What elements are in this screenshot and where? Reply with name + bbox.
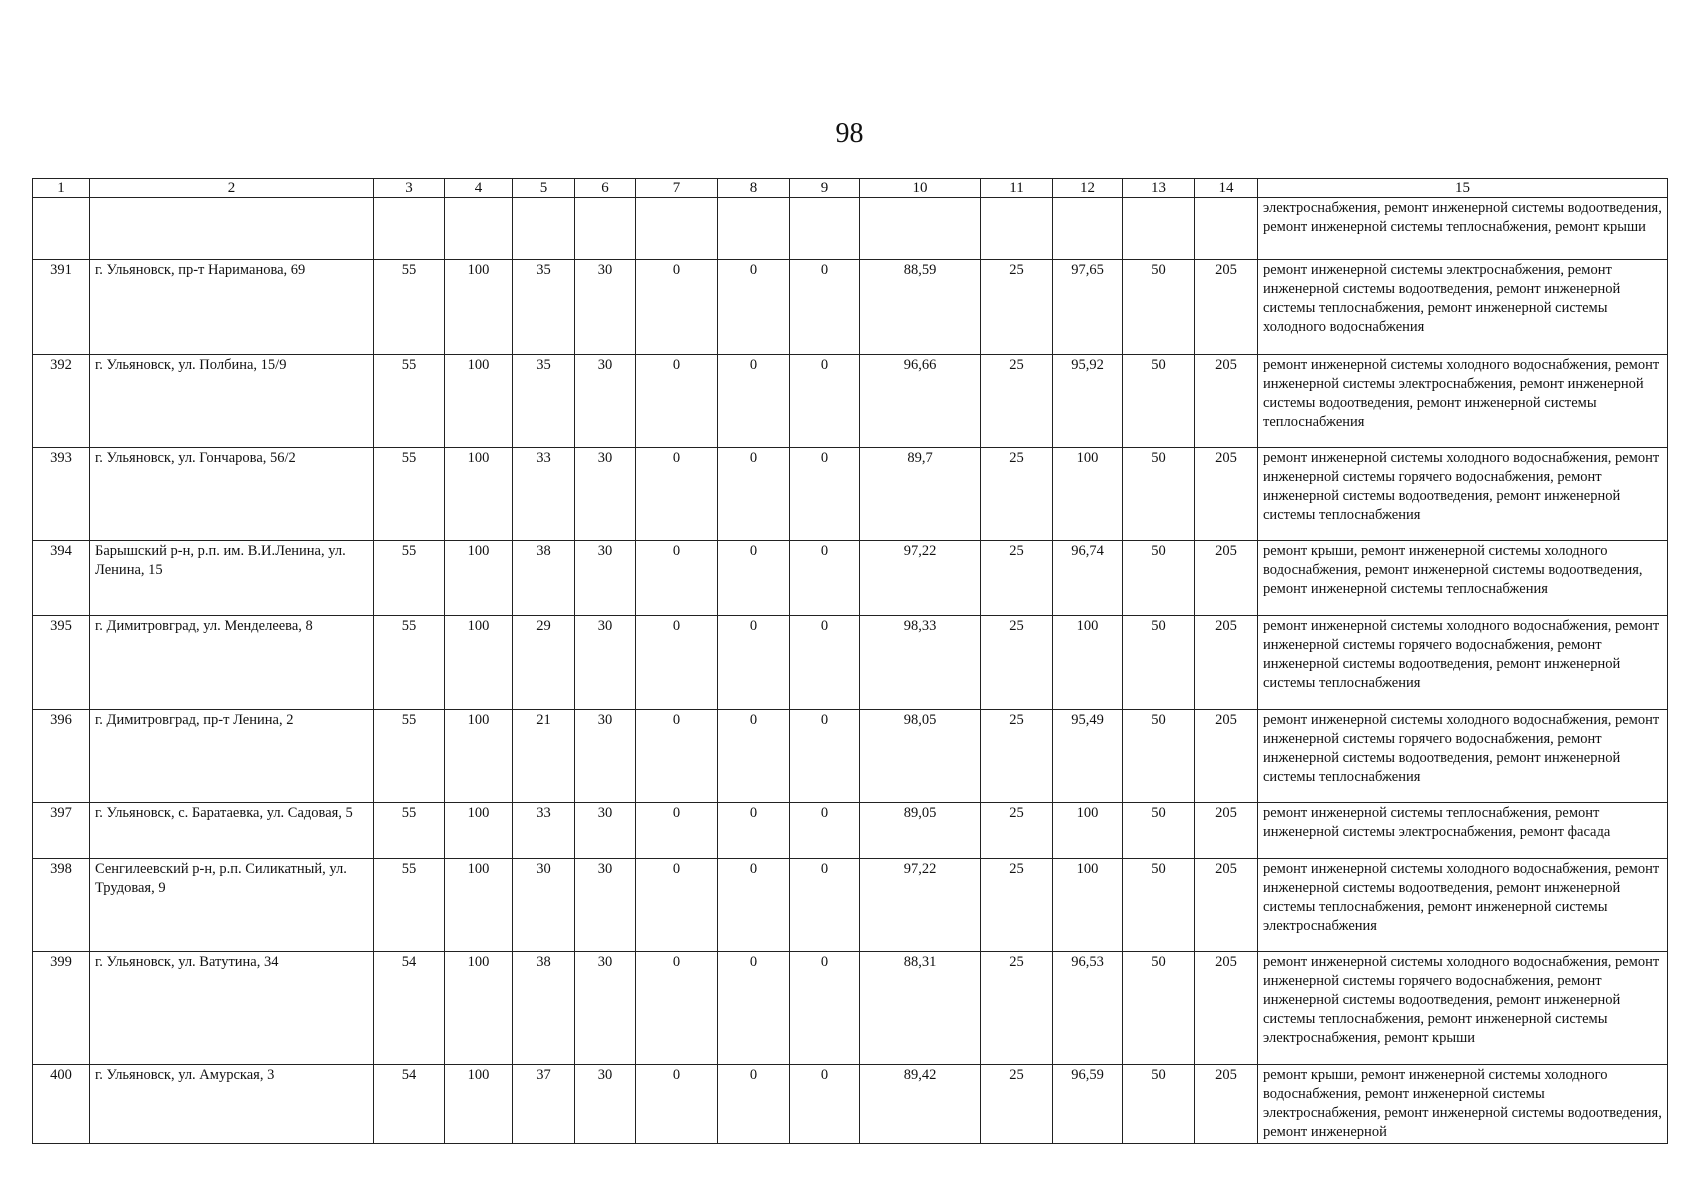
works-cell: ремонт инженерной системы холодного водоснабжения, ремонт инженерной системы горячего водоснабжения, ремонт инженерной системы водоотведения, ремонт инженерной системы теплоснабжения (1258, 448, 1668, 541)
value-cell-c8: 0 (718, 803, 790, 859)
column-header-7: 7 (636, 179, 718, 198)
address-cell: г. Ульяновск, с. Баратаевка, ул. Садовая, 5 (90, 803, 374, 859)
row-number-cell: 394 (33, 541, 90, 616)
value-cell-c4: 100 (445, 616, 513, 710)
value-cell-c7: 0 (636, 952, 718, 1065)
value-cell-c5: 35 (513, 260, 575, 355)
value-cell-c13: 50 (1123, 803, 1195, 859)
value-cell-c9: 0 (790, 1065, 860, 1144)
cell (90, 198, 374, 260)
address-cell: г. Ульяновск, ул. Ватутина, 34 (90, 952, 374, 1065)
value-cell-c7: 0 (636, 541, 718, 616)
column-header-10: 10 (860, 179, 981, 198)
value-cell-c5: 38 (513, 541, 575, 616)
value-cell-c3: 55 (374, 803, 445, 859)
row-number-cell: 391 (33, 260, 90, 355)
value-cell-c14: 205 (1195, 1065, 1258, 1144)
value-cell-c14: 205 (1195, 260, 1258, 355)
value-cell-c5: 35 (513, 355, 575, 448)
value-cell-c6: 30 (575, 355, 636, 448)
value-cell-c4: 100 (445, 448, 513, 541)
address-cell: г. Ульяновск, ул. Амурская, 3 (90, 1065, 374, 1144)
value-cell-c14: 205 (1195, 616, 1258, 710)
value-cell-c5: 33 (513, 448, 575, 541)
table-row (33, 710, 1668, 803)
value-cell-c6: 30 (575, 260, 636, 355)
cell (1123, 198, 1195, 260)
value-cell-c3: 54 (374, 1065, 445, 1144)
column-header-13: 13 (1123, 179, 1195, 198)
row-number-cell: 399 (33, 952, 90, 1065)
value-cell-c13: 50 (1123, 355, 1195, 448)
value-cell-c10: 97,22 (860, 859, 981, 952)
address-cell: Барышский р-н, р.п. им. В.И.Ленина, ул. Ленина, 15 (90, 541, 374, 616)
value-cell-c11: 25 (981, 355, 1053, 448)
value-cell-c12: 96,59 (1053, 1065, 1123, 1144)
column-header-11: 11 (981, 179, 1053, 198)
value-cell-c8: 0 (718, 616, 790, 710)
value-cell-c3: 55 (374, 541, 445, 616)
value-cell-c12: 100 (1053, 616, 1123, 710)
value-cell-c7: 0 (636, 355, 718, 448)
row-number-cell: 392 (33, 355, 90, 448)
works-cell: ремонт крыши, ремонт инженерной системы холодного водоснабжения, ремонт инженерной системы электроснабжения, ремонт инженерной системы водоотведения, ремонт инженерной (1258, 1065, 1668, 1144)
table-row (33, 803, 1668, 859)
value-cell-c4: 100 (445, 541, 513, 616)
row-number-cell: 400 (33, 1065, 90, 1144)
address-cell: г. Димитровград, пр-т Ленина, 2 (90, 710, 374, 803)
row-number-cell: 396 (33, 710, 90, 803)
value-cell-c12: 95,92 (1053, 355, 1123, 448)
value-cell-c10: 89,42 (860, 1065, 981, 1144)
value-cell-c3: 54 (374, 952, 445, 1065)
address-cell: Сенгилеевский р-н, р.п. Силикатный, ул. Трудовая, 9 (90, 859, 374, 952)
column-header-12: 12 (1053, 179, 1123, 198)
data-table (32, 178, 1668, 1144)
value-cell-c3: 55 (374, 710, 445, 803)
value-cell-c3: 55 (374, 260, 445, 355)
value-cell-c3: 55 (374, 448, 445, 541)
cell (575, 198, 636, 260)
value-cell-c10: 98,33 (860, 616, 981, 710)
value-cell-c7: 0 (636, 1065, 718, 1144)
value-cell-c9: 0 (790, 260, 860, 355)
column-header-8: 8 (718, 179, 790, 198)
value-cell-c4: 100 (445, 1065, 513, 1144)
cell (1195, 198, 1258, 260)
works-cell: ремонт инженерной системы холодного водоснабжения, ремонт инженерной системы горячего водоснабжения, ремонт инженерной системы водоотведения, ремонт инженерной системы теплоснабжения, ремонт инженерной системы электроснабжения, ремонт крыши (1258, 952, 1668, 1065)
works-cell: ремонт инженерной системы холодного водоснабжения, ремонт инженерной системы водоотведения, ремонт инженерной системы теплоснабжения, ремонт инженерной системы электроснабжения (1258, 859, 1668, 952)
cell (981, 198, 1053, 260)
cell (445, 198, 513, 260)
column-header-4: 4 (445, 179, 513, 198)
value-cell-c5: 37 (513, 1065, 575, 1144)
value-cell-c8: 0 (718, 710, 790, 803)
value-cell-c8: 0 (718, 1065, 790, 1144)
row-number-cell: 397 (33, 803, 90, 859)
value-cell-c6: 30 (575, 616, 636, 710)
value-cell-c11: 25 (981, 260, 1053, 355)
value-cell-c13: 50 (1123, 260, 1195, 355)
value-cell-c5: 30 (513, 859, 575, 952)
value-cell-c3: 55 (374, 616, 445, 710)
value-cell-c14: 205 (1195, 859, 1258, 952)
value-cell-c9: 0 (790, 952, 860, 1065)
cell (790, 198, 860, 260)
table-row (33, 448, 1668, 541)
value-cell-c7: 0 (636, 859, 718, 952)
value-cell-c3: 55 (374, 859, 445, 952)
table-row (33, 1065, 1668, 1144)
value-cell-c9: 0 (790, 448, 860, 541)
works-cell: электроснабжения, ремонт инженерной системы водоотведения, ремонт инженерной системы теплоснабжения, ремонт крыши (1258, 198, 1668, 260)
value-cell-c13: 50 (1123, 1065, 1195, 1144)
value-cell-c11: 25 (981, 859, 1053, 952)
value-cell-c10: 88,31 (860, 952, 981, 1065)
works-cell: ремонт инженерной системы теплоснабжения, ремонт инженерной системы электроснабжения, ремонт фасада (1258, 803, 1668, 859)
value-cell-c9: 0 (790, 803, 860, 859)
value-cell-c3: 55 (374, 355, 445, 448)
column-header-2: 2 (90, 179, 374, 198)
value-cell-c6: 30 (575, 859, 636, 952)
value-cell-c10: 98,05 (860, 710, 981, 803)
cell (718, 198, 790, 260)
value-cell-c13: 50 (1123, 616, 1195, 710)
value-cell-c4: 100 (445, 260, 513, 355)
address-cell: г. Ульяновск, ул. Гончарова, 56/2 (90, 448, 374, 541)
value-cell-c9: 0 (790, 859, 860, 952)
works-cell: ремонт инженерной системы электроснабжения, ремонт инженерной системы водоотведения, ремонт инженерной системы теплоснабжения, ремонт инженерной системы холодного водоснабжения (1258, 260, 1668, 355)
value-cell-c11: 25 (981, 448, 1053, 541)
value-cell-c5: 38 (513, 952, 575, 1065)
value-cell-c8: 0 (718, 541, 790, 616)
value-cell-c13: 50 (1123, 710, 1195, 803)
value-cell-c9: 0 (790, 616, 860, 710)
value-cell-c6: 30 (575, 1065, 636, 1144)
cell (374, 198, 445, 260)
table-row (33, 952, 1668, 1065)
table-row (33, 541, 1668, 616)
cell (636, 198, 718, 260)
value-cell-c6: 30 (575, 541, 636, 616)
row-number-cell: 395 (33, 616, 90, 710)
value-cell-c12: 100 (1053, 859, 1123, 952)
value-cell-c5: 33 (513, 803, 575, 859)
row-number-cell: 393 (33, 448, 90, 541)
value-cell-c6: 30 (575, 952, 636, 1065)
value-cell-c10: 88,59 (860, 260, 981, 355)
cell (33, 198, 90, 260)
value-cell-c12: 95,49 (1053, 710, 1123, 803)
value-cell-c11: 25 (981, 803, 1053, 859)
column-header-6: 6 (575, 179, 636, 198)
value-cell-c4: 100 (445, 710, 513, 803)
value-cell-c13: 50 (1123, 448, 1195, 541)
value-cell-c14: 205 (1195, 952, 1258, 1065)
cell (860, 198, 981, 260)
value-cell-c14: 205 (1195, 355, 1258, 448)
value-cell-c14: 205 (1195, 803, 1258, 859)
value-cell-c4: 100 (445, 803, 513, 859)
value-cell-c7: 0 (636, 803, 718, 859)
cell (1053, 198, 1123, 260)
value-cell-c7: 0 (636, 616, 718, 710)
value-cell-c9: 0 (790, 541, 860, 616)
value-cell-c12: 96,53 (1053, 952, 1123, 1065)
value-cell-c13: 50 (1123, 952, 1195, 1065)
value-cell-c4: 100 (445, 952, 513, 1065)
value-cell-c5: 29 (513, 616, 575, 710)
table-row (33, 859, 1668, 952)
table-body (33, 198, 1668, 1144)
value-cell-c10: 97,22 (860, 541, 981, 616)
table-row (33, 355, 1668, 448)
continuation-row (33, 198, 1668, 260)
value-cell-c11: 25 (981, 952, 1053, 1065)
value-cell-c7: 0 (636, 448, 718, 541)
value-cell-c14: 205 (1195, 448, 1258, 541)
column-header-9: 9 (790, 179, 860, 198)
value-cell-c10: 96,66 (860, 355, 981, 448)
column-header-5: 5 (513, 179, 575, 198)
value-cell-c14: 205 (1195, 710, 1258, 803)
address-cell: г. Ульяновск, пр-т Нариманова, 69 (90, 260, 374, 355)
works-cell: ремонт инженерной системы холодного водоснабжения, ремонт инженерной системы электроснабжения, ремонт инженерной системы водоотведения, ремонт инженерной системы теплоснабжения (1258, 355, 1668, 448)
works-cell: ремонт инженерной системы холодного водоснабжения, ремонт инженерной системы горячего водоснабжения, ремонт инженерной системы водоотведения, ремонт инженерной системы теплоснабжения (1258, 710, 1668, 803)
value-cell-c5: 21 (513, 710, 575, 803)
address-cell: г. Ульяновск, ул. Полбина, 15/9 (90, 355, 374, 448)
value-cell-c12: 97,65 (1053, 260, 1123, 355)
value-cell-c12: 100 (1053, 803, 1123, 859)
column-header-1: 1 (33, 179, 90, 198)
value-cell-c6: 30 (575, 803, 636, 859)
value-cell-c14: 205 (1195, 541, 1258, 616)
value-cell-c8: 0 (718, 859, 790, 952)
value-cell-c8: 0 (718, 448, 790, 541)
value-cell-c12: 100 (1053, 448, 1123, 541)
row-number-cell: 398 (33, 859, 90, 952)
value-cell-c6: 30 (575, 710, 636, 803)
header-row (33, 179, 1668, 198)
value-cell-c8: 0 (718, 260, 790, 355)
value-cell-c4: 100 (445, 859, 513, 952)
value-cell-c7: 0 (636, 260, 718, 355)
value-cell-c11: 25 (981, 710, 1053, 803)
value-cell-c8: 0 (718, 952, 790, 1065)
column-header-14: 14 (1195, 179, 1258, 198)
works-cell: ремонт инженерной системы холодного водоснабжения, ремонт инженерной системы горячего водоснабжения, ремонт инженерной системы водоотведения, ремонт инженерной системы теплоснабжения (1258, 616, 1668, 710)
value-cell-c11: 25 (981, 616, 1053, 710)
value-cell-c12: 96,74 (1053, 541, 1123, 616)
value-cell-c8: 0 (718, 355, 790, 448)
value-cell-c11: 25 (981, 1065, 1053, 1144)
column-header-15: 15 (1258, 179, 1668, 198)
value-cell-c7: 0 (636, 710, 718, 803)
address-cell: г. Димитровград, ул. Менделеева, 8 (90, 616, 374, 710)
table-row (33, 616, 1668, 710)
table-row (33, 260, 1668, 355)
page-number: 98 (835, 118, 864, 149)
value-cell-c9: 0 (790, 355, 860, 448)
works-cell: ремонт крыши, ремонт инженерной системы холодного водоснабжения, ремонт инженерной системы водоотведения, ремонт инженерной системы теплоснабжения (1258, 541, 1668, 616)
value-cell-c13: 50 (1123, 859, 1195, 952)
value-cell-c6: 30 (575, 448, 636, 541)
value-cell-c10: 89,7 (860, 448, 981, 541)
value-cell-c13: 50 (1123, 541, 1195, 616)
value-cell-c10: 89,05 (860, 803, 981, 859)
value-cell-c9: 0 (790, 710, 860, 803)
value-cell-c11: 25 (981, 541, 1053, 616)
value-cell-c4: 100 (445, 355, 513, 448)
column-header-3: 3 (374, 179, 445, 198)
cell (513, 198, 575, 260)
